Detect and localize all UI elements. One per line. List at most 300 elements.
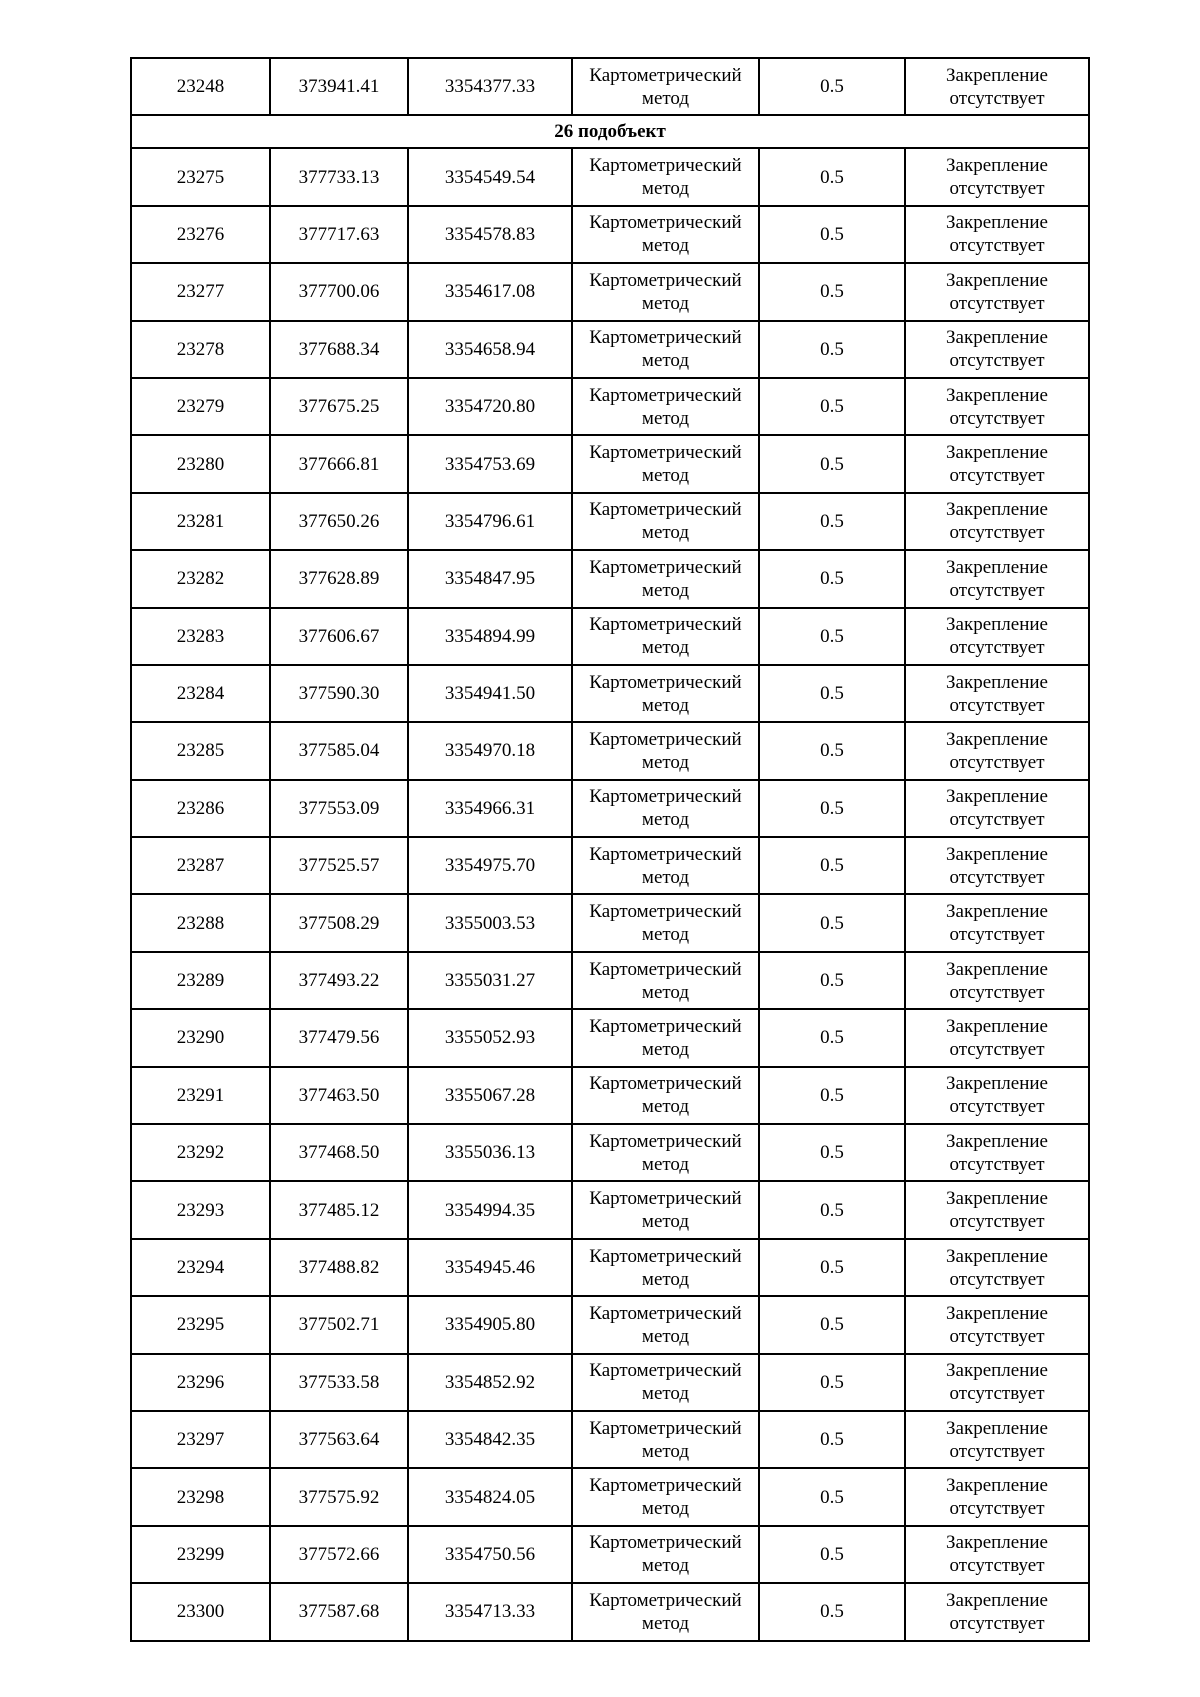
fixing-cell-line: отсутствует [949,1440,1045,1462]
fixing-cell-text [946,1015,1048,1061]
accuracy-cell: 0.5 [759,1354,905,1411]
fixing-cell [905,952,1089,1009]
fixing-cell [905,894,1089,951]
fixing-cell-line: Закрепление [946,614,1048,636]
table-row [131,952,1089,1009]
point-id-cell: 23281 [131,493,270,550]
fixing-cell [905,148,1089,205]
coordinates-table [130,57,1090,1642]
method-cell [572,780,759,837]
fixing-cell-text [946,1474,1048,1520]
method-cell-text [589,384,741,430]
table-row [131,1239,1089,1296]
fixing-cell-text [946,671,1048,717]
fixing-cell-line: отсутствует [949,809,1045,831]
accuracy-cell: 0.5 [759,1296,905,1353]
method-cell-line: метод [641,924,690,946]
method-cell-line: Картометрический [589,64,742,86]
method-cell-line: Картометрический [589,442,742,464]
accuracy-cell: 0.5 [759,894,905,951]
point-id-cell: 23299 [131,1526,270,1583]
coord-x-cell: 377468.50 [270,1124,408,1181]
method-cell-line: метод [641,1096,690,1118]
fixing-cell-text [946,269,1048,315]
point-id-cell: 23286 [131,780,270,837]
method-cell-text [589,269,741,315]
fixing-cell [905,1354,1089,1411]
coord-x-cell: 377479.56 [270,1009,408,1066]
method-cell-text [589,1130,741,1176]
method-cell-text [589,556,741,602]
fixing-cell-line: Закрепление [946,786,1048,808]
coord-y-cell: 3354750.56 [408,1526,572,1583]
coord-x-cell: 377463.50 [270,1067,408,1124]
fixing-cell-text [946,64,1048,110]
point-id-cell: 23289 [131,952,270,1009]
method-cell-text [589,1245,741,1291]
fixing-cell-text [946,613,1048,659]
point-id-cell: 23295 [131,1296,270,1353]
coord-y-cell: 3354549.54 [408,148,572,205]
method-cell [572,1354,759,1411]
method-cell [572,206,759,263]
method-cell [572,952,759,1009]
method-cell-line: метод [641,751,690,773]
method-cell-text [589,1417,741,1463]
method-cell-line: Картометрический [589,212,742,234]
accuracy-cell: 0.5 [759,837,905,894]
accuracy-cell: 0.5 [759,148,905,205]
method-cell-line: метод [641,1211,690,1233]
fixing-cell-line: Закрепление [946,1475,1048,1497]
method-cell [572,837,759,894]
method-cell-line: метод [641,866,690,888]
point-id-cell: 23296 [131,1354,270,1411]
method-cell-line: метод [641,579,690,601]
method-cell-line: Картометрический [589,1073,742,1095]
method-cell-line: Картометрический [589,155,742,177]
method-cell-line: Картометрический [589,728,742,750]
method-cell-text [589,154,741,200]
fixing-cell-line: отсутствует [949,1555,1045,1577]
fixing-cell [905,435,1089,492]
accuracy-cell: 0.5 [759,550,905,607]
method-cell-line: Картометрический [589,1360,742,1382]
accuracy-cell: 0.5 [759,206,905,263]
fixing-cell-line: Закрепление [946,1130,1048,1152]
coord-x-cell: 377553.09 [270,780,408,837]
method-cell [572,894,759,951]
coord-y-cell: 3354852.92 [408,1354,572,1411]
coord-x-cell: 377493.22 [270,952,408,1009]
method-cell-text [589,1531,741,1577]
fixing-cell-line: отсутствует [949,235,1045,257]
fixing-cell-line: Закрепление [946,1417,1048,1439]
coord-x-cell: 377733.13 [270,148,408,205]
fixing-cell-line: отсутствует [949,407,1045,429]
fixing-cell-text [946,728,1048,774]
fixing-cell [905,263,1089,320]
coord-x-cell: 377675.25 [270,378,408,435]
fixing-cell [905,1181,1089,1238]
table-row [131,1468,1089,1525]
method-cell-line: метод [641,1555,690,1577]
accuracy-cell: 0.5 [759,263,905,320]
method-cell-line: Картометрический [589,958,742,980]
fixing-cell-line: Закрепление [946,327,1048,349]
coord-x-cell: 377502.71 [270,1296,408,1353]
fixing-cell-line: отсутствует [949,1096,1045,1118]
table-row [131,665,1089,722]
method-cell-line: Картометрический [589,1532,742,1554]
method-cell-line: Картометрический [589,1130,742,1152]
coord-y-cell: 3354966.31 [408,780,572,837]
coord-x-cell: 377508.29 [270,894,408,951]
method-cell-line: метод [641,981,690,1003]
fixing-cell [905,550,1089,607]
method-cell-text [589,1015,741,1061]
method-cell-line: метод [641,350,690,372]
fixing-cell-line: Закрепление [946,384,1048,406]
accuracy-cell: 0.5 [759,665,905,722]
table-row [131,1526,1089,1583]
method-cell-line: Картометрический [589,786,742,808]
table-row [131,837,1089,894]
fixing-cell-line: отсутствует [949,637,1045,659]
fixing-cell [905,1067,1089,1124]
coord-y-cell: 3354847.95 [408,550,572,607]
accuracy-cell: 0.5 [759,1067,905,1124]
table-row [131,608,1089,665]
point-id-cell: 23294 [131,1239,270,1296]
method-cell [572,722,759,779]
method-cell [572,435,759,492]
method-cell-text [589,958,741,1004]
table-row [131,493,1089,550]
table-row [131,1124,1089,1181]
accuracy-cell: 0.5 [759,952,905,1009]
fixing-cell-line: Закрепление [946,728,1048,750]
accuracy-cell: 0.5 [759,1411,905,1468]
fixing-cell-line: отсутствует [949,1211,1045,1233]
section-title: 26 подобъект [131,115,1089,148]
fixing-cell [905,1526,1089,1583]
fixing-cell [905,722,1089,779]
table-row [131,58,1089,115]
fixing-cell-line: отсутствует [949,1268,1045,1290]
fixing-cell-line: Закрепление [946,1015,1048,1037]
fixing-cell-text [946,1589,1048,1635]
fixing-cell-line: Закрепление [946,958,1048,980]
method-cell-line: метод [641,1498,690,1520]
section-header-row [131,115,1089,148]
fixing-cell [905,1009,1089,1066]
table-row [131,1009,1089,1066]
point-id-cell: 23298 [131,1468,270,1525]
method-cell-line: Картометрический [589,269,742,291]
method-cell-line: Картометрический [589,499,742,521]
fixing-cell-text [946,785,1048,831]
method-cell-line: метод [641,637,690,659]
point-id-cell: 23276 [131,206,270,263]
point-id-cell: 23291 [131,1067,270,1124]
point-id-cell: 23282 [131,550,270,607]
fixing-cell-text [946,1072,1048,1118]
method-cell-line: Картометрический [589,327,742,349]
point-id-cell: 23300 [131,1583,270,1640]
method-cell [572,550,759,607]
method-cell [572,1239,759,1296]
coord-y-cell: 3354994.35 [408,1181,572,1238]
coord-y-cell: 3354941.50 [408,665,572,722]
fixing-cell-line: отсутствует [949,1383,1045,1405]
coord-x-cell: 377628.89 [270,550,408,607]
fixing-cell-text [946,211,1048,257]
fixing-cell-line: Закрепление [946,155,1048,177]
accuracy-cell: 0.5 [759,321,905,378]
point-id-cell: 23292 [131,1124,270,1181]
method-cell [572,608,759,665]
coord-y-cell: 3355052.93 [408,1009,572,1066]
fixing-cell [905,780,1089,837]
method-cell-line: метод [641,407,690,429]
table-row [131,321,1089,378]
fixing-cell-line: Закрепление [946,1073,1048,1095]
method-cell [572,1296,759,1353]
point-id-cell: 23275 [131,148,270,205]
accuracy-cell: 0.5 [759,435,905,492]
method-cell [572,1526,759,1583]
fixing-cell-line: Закрепление [946,499,1048,521]
point-id-cell: 23280 [131,435,270,492]
method-cell [572,321,759,378]
coord-y-cell: 3354713.33 [408,1583,572,1640]
point-id-cell: 23293 [131,1181,270,1238]
method-cell [572,1067,759,1124]
accuracy-cell: 0.5 [759,780,905,837]
method-cell-line: Картометрический [589,1188,742,1210]
table-row [131,1354,1089,1411]
method-cell-line: метод [641,1612,690,1634]
method-cell-text [589,1302,741,1348]
fixing-cell [905,206,1089,263]
fixing-cell [905,1296,1089,1353]
method-cell-text [589,671,741,717]
method-cell-text [589,326,741,372]
coord-x-cell: 377650.26 [270,493,408,550]
coord-y-cell: 3354905.80 [408,1296,572,1353]
fixing-cell-line: отсутствует [949,866,1045,888]
fixing-cell-line: Закрепление [946,1360,1048,1382]
method-cell-text [589,64,741,110]
fixing-cell-text [946,384,1048,430]
accuracy-cell: 0.5 [759,58,905,115]
method-cell-line: Картометрический [589,614,742,636]
method-cell-text [589,1187,741,1233]
table-row [131,550,1089,607]
method-cell [572,263,759,320]
method-cell-line: метод [641,178,690,200]
method-cell-text [589,785,741,831]
fixing-cell [905,493,1089,550]
fixing-cell-line: Закрепление [946,1302,1048,1324]
fixing-cell-line: Закрепление [946,64,1048,86]
method-cell [572,378,759,435]
coord-y-cell: 3354796.61 [408,493,572,550]
method-cell-line: метод [641,1268,690,1290]
method-cell-text [589,1072,741,1118]
fixing-cell-line: Закрепление [946,671,1048,693]
fixing-cell [905,321,1089,378]
point-id-cell: 23284 [131,665,270,722]
point-id-cell: 23279 [131,378,270,435]
method-cell [572,1411,759,1468]
fixing-cell-line: Закрепление [946,556,1048,578]
method-cell-line: Картометрический [589,1417,742,1439]
accuracy-cell: 0.5 [759,1181,905,1238]
fixing-cell-text [946,498,1048,544]
coord-x-cell: 377563.64 [270,1411,408,1468]
method-cell-line: метод [641,235,690,257]
fixing-cell [905,58,1089,115]
method-cell-line: Картометрический [589,1589,742,1611]
method-cell-line: Картометрический [589,901,742,923]
fixing-cell-line: отсутствует [949,924,1045,946]
table-row [131,1583,1089,1640]
fixing-cell-line: отсутствует [949,465,1045,487]
method-cell-line: Картометрический [589,671,742,693]
fixing-cell [905,1411,1089,1468]
coord-x-cell: 377585.04 [270,722,408,779]
coord-y-cell: 3354824.05 [408,1468,572,1525]
fixing-cell [905,1583,1089,1640]
coord-y-cell: 3354970.18 [408,722,572,779]
coord-y-cell: 3354377.33 [408,58,572,115]
coord-x-cell: 377488.82 [270,1239,408,1296]
fixing-cell-line: отсутствует [949,178,1045,200]
accuracy-cell: 0.5 [759,608,905,665]
coord-x-cell: 377587.68 [270,1583,408,1640]
method-cell-text [589,843,741,889]
table-row [131,722,1089,779]
fixing-cell-text [946,958,1048,1004]
method-cell [572,1468,759,1525]
fixing-cell-line: Закрепление [946,1188,1048,1210]
method-cell-line: метод [641,465,690,487]
fixing-cell-line: отсутствует [949,1153,1045,1175]
method-cell-line: метод [641,809,690,831]
coord-y-cell: 3354578.83 [408,206,572,263]
fixing-cell-line: отсутствует [949,1325,1045,1347]
table-row [131,780,1089,837]
fixing-cell-line: Закрепление [946,442,1048,464]
method-cell-text [589,1589,741,1635]
accuracy-cell: 0.5 [759,1526,905,1583]
fixing-cell-line: отсутствует [949,1612,1045,1634]
fixing-cell-text [946,1130,1048,1176]
table-row [131,1067,1089,1124]
fixing-cell-text [946,441,1048,487]
coord-y-cell: 3355003.53 [408,894,572,951]
method-cell-text [589,1359,741,1405]
fixing-cell [905,378,1089,435]
coord-x-cell: 377688.34 [270,321,408,378]
table-row [131,263,1089,320]
point-id-cell: 23277 [131,263,270,320]
method-cell-line: метод [641,1038,690,1060]
fixing-cell-text [946,1417,1048,1463]
fixing-cell-text [946,1302,1048,1348]
fixing-cell-line: отсутствует [949,522,1045,544]
point-id-cell: 23288 [131,894,270,951]
method-cell-line: метод [641,292,690,314]
method-cell-text [589,613,741,659]
fixing-cell-line: Закрепление [946,212,1048,234]
method-cell-line: Картометрический [589,1245,742,1267]
coord-x-cell: 377590.30 [270,665,408,722]
coord-y-cell: 3354753.69 [408,435,572,492]
coord-y-cell: 3355036.13 [408,1124,572,1181]
point-id-cell: 23278 [131,321,270,378]
coord-x-cell: 377606.67 [270,608,408,665]
coord-y-cell: 3354720.80 [408,378,572,435]
coord-x-cell: 377533.58 [270,1354,408,1411]
fixing-cell [905,608,1089,665]
method-cell [572,1124,759,1181]
coord-y-cell: 3354658.94 [408,321,572,378]
coord-y-cell: 3355031.27 [408,952,572,1009]
fixing-cell-text [946,900,1048,946]
method-cell-line: Картометрический [589,1475,742,1497]
fixing-cell [905,665,1089,722]
accuracy-cell: 0.5 [759,722,905,779]
method-cell-line: метод [641,1153,690,1175]
method-cell-text [589,211,741,257]
table-row [131,148,1089,205]
method-cell-line: Картометрический [589,843,742,865]
method-cell-line: метод [641,1383,690,1405]
fixing-cell-line: Закрепление [946,269,1048,291]
method-cell-line: метод [641,522,690,544]
fixing-cell-text [946,326,1048,372]
method-cell-line: Картометрический [589,384,742,406]
fixing-cell [905,1124,1089,1181]
method-cell-line: метод [641,1325,690,1347]
fixing-cell [905,1239,1089,1296]
method-cell [572,1009,759,1066]
fixing-cell-line: Закрепление [946,901,1048,923]
method-cell-line: метод [641,87,690,109]
coord-y-cell: 3355067.28 [408,1067,572,1124]
method-cell-line: Картометрический [589,556,742,578]
fixing-cell-line: отсутствует [949,1038,1045,1060]
method-cell [572,58,759,115]
method-cell-text [589,1474,741,1520]
fixing-cell-line: отсутствует [949,1498,1045,1520]
fixing-cell-line: отсутствует [949,292,1045,314]
fixing-cell-line: отсутствует [949,87,1045,109]
coord-x-cell: 377575.92 [270,1468,408,1525]
method-cell-line: Картометрический [589,1302,742,1324]
accuracy-cell: 0.5 [759,378,905,435]
point-id-cell: 23248 [131,58,270,115]
accuracy-cell: 0.5 [759,1009,905,1066]
coord-x-cell: 377700.06 [270,263,408,320]
method-cell-text [589,498,741,544]
fixing-cell-text [946,1359,1048,1405]
accuracy-cell: 0.5 [759,1124,905,1181]
method-cell [572,148,759,205]
